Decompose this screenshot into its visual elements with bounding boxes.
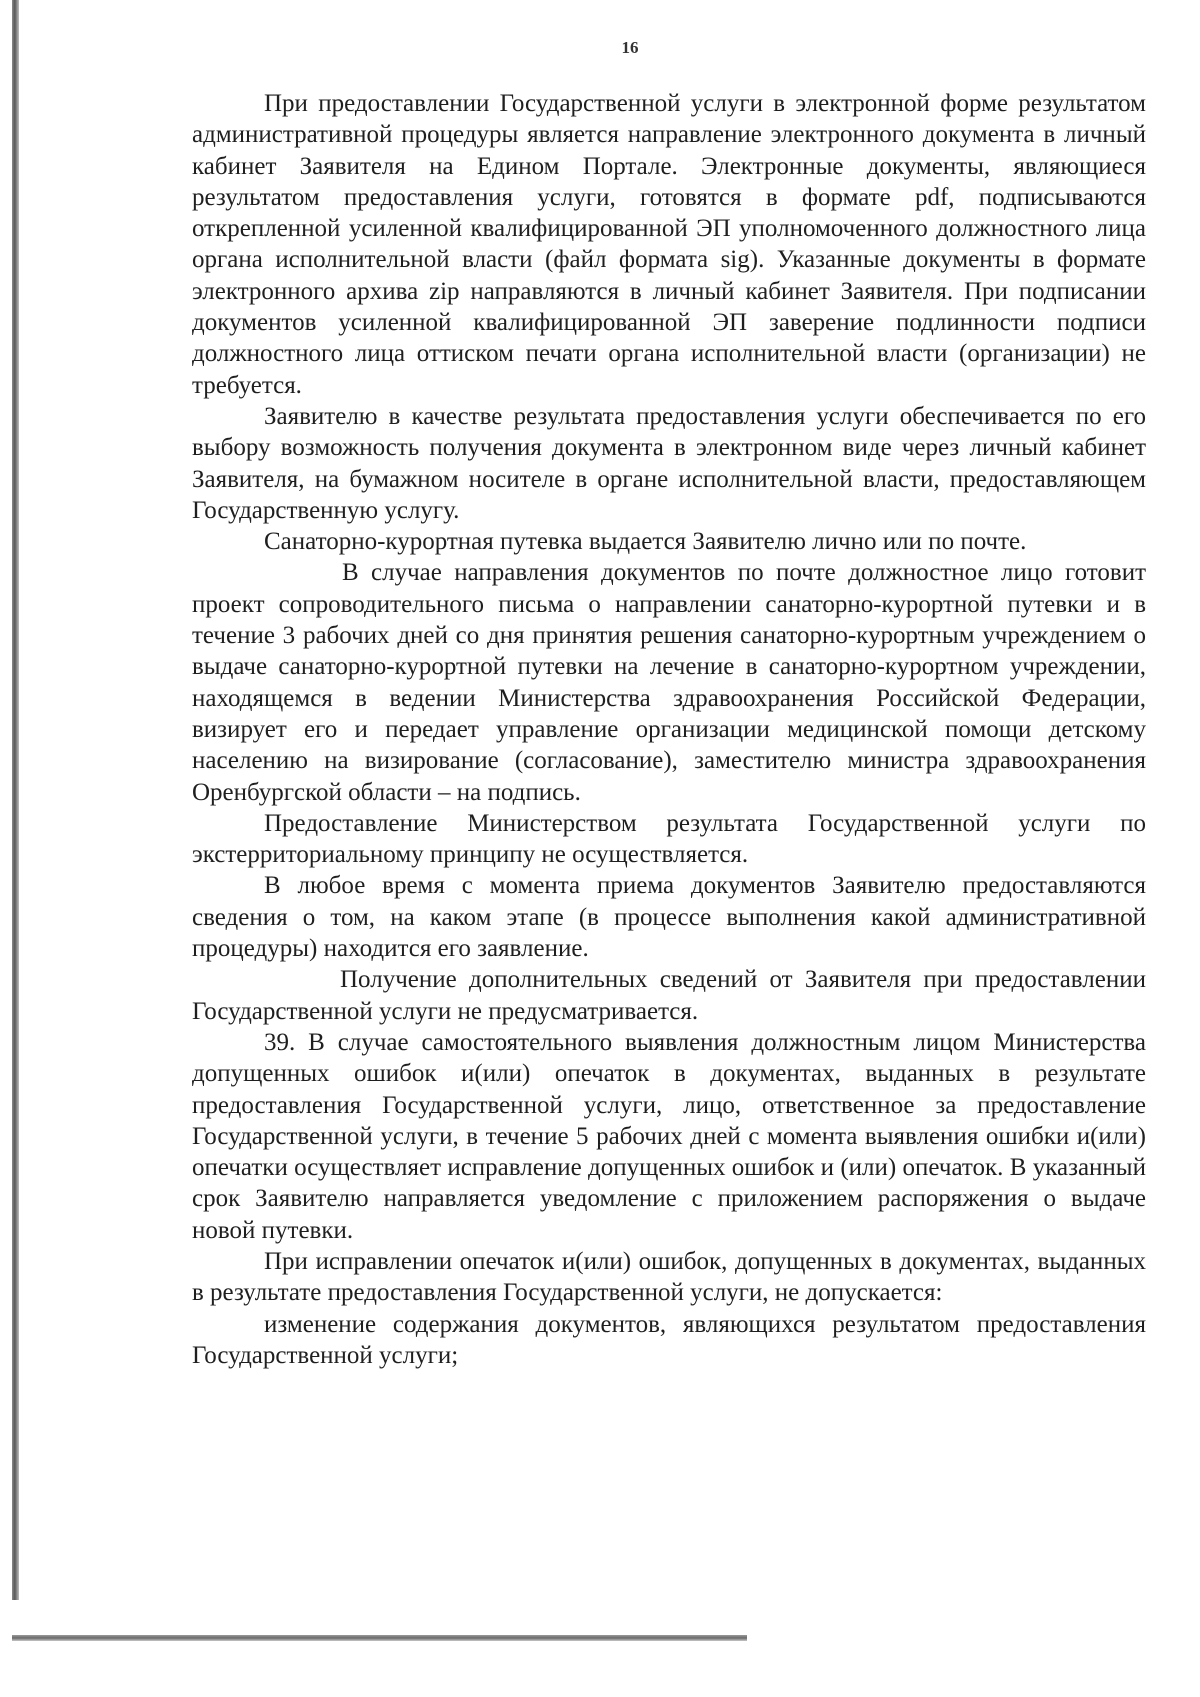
paragraph-correction-restrictions: При исправлении опечаток и(или) ошибок, допущенных в документах, выданных в результате предоставления Государственной услуги, не допускается: [192,1247,1146,1307]
paragraph-status-info: В любое время с момента приема документов Заявителю предоставляются сведения о том, на каком этапе (в процессе выполнения какой административной процедуры) находится его заявление. [192,872,1146,963]
scan-edge-bottom [12,1635,747,1641]
paragraph-postal-delivery: В случае направления документов по почте должностное лицо готовит проект сопроводительного письма о направлении санаторно-курортной путевки и в течение 3 рабочих дней со дня принятия решения санаторно-курортным учреждением о выдаче санаторно-курортной путевки на лечение в санаторно-курортном учреждении, находящемся в ведении Министерства здравоохранения Российской Федерации, визирует его и передает управление организации медицинской помощи детскому населению на визирование (согласование), заместителю министра здравоохранения Оренбургской области – на подпись. [192,559,1146,806]
page-number: 16 [621,38,639,57]
paragraph-content-change: изменение содержания документов, являющихся результатом предоставления Государственной услуги; [192,1310,1146,1369]
document-body [192,88,1146,1371]
paragraph-voucher-issue: Санаторно-курортная путевка выдается Заявителю лично или по почте. [264,528,1027,556]
paragraph-39-errors: 39. В случае самостоятельного выявления должностным лицом Министерства допущенных ошибок и(или) опечаток в документах, выданных в результате предоставления Государственной услуги, лицо, ответственное за предоставление Государственной услуги, в течение 5 рабочих дней с момента выявления ошибки и(или) опечатки осуществляет исправление допущенных ошибок и (или) опечаток. В указанный срок Заявителю направляется уведомление с приложением распоряжения о выдаче новой путевки. [192,1028,1146,1244]
paragraph-result-choice: Заявителю в качестве результата предоставления услуги обеспечивается по его выбору возможность получения документа в электронном виде через личный кабинет Заявителя, на бумажном носителе в органе исполнительной власти, предоставляющем Государственную услугу. [192,402,1146,524]
paragraph-additional-info: Получение дополнительных сведений от Заявителя при предоставлении Государственной услуги не предусматривается. [192,966,1146,1025]
paragraph-electronic-result: При предоставлении Государственной услуги в электронной форме результатом административной процедуры является направление электронного документа в личный кабинет Заявителя на Едином Портале. Электронные документы, являющиеся результатом предоставления услуги, готовятся в формате pdf, подписываются открепленной усиленной квалифицированной ЭП уполномоченного должностного лица органа исполнительной власти (файл формата sig). Указанные документы в формате электронного архива zip направляются в личный кабинет Заявителя. При подписании документов усиленной квалифицированной ЭП заверение подлинности подписи должностного лица оттиском печати органа исполнительной власти (организации) не требуется. [192,90,1146,399]
paragraph-extraterritorial: Предоставление Министерством результата Государственной услуги по экстерриториальному принципу не осуществляется. [192,809,1146,869]
scan-edge-left [12,0,19,1600]
